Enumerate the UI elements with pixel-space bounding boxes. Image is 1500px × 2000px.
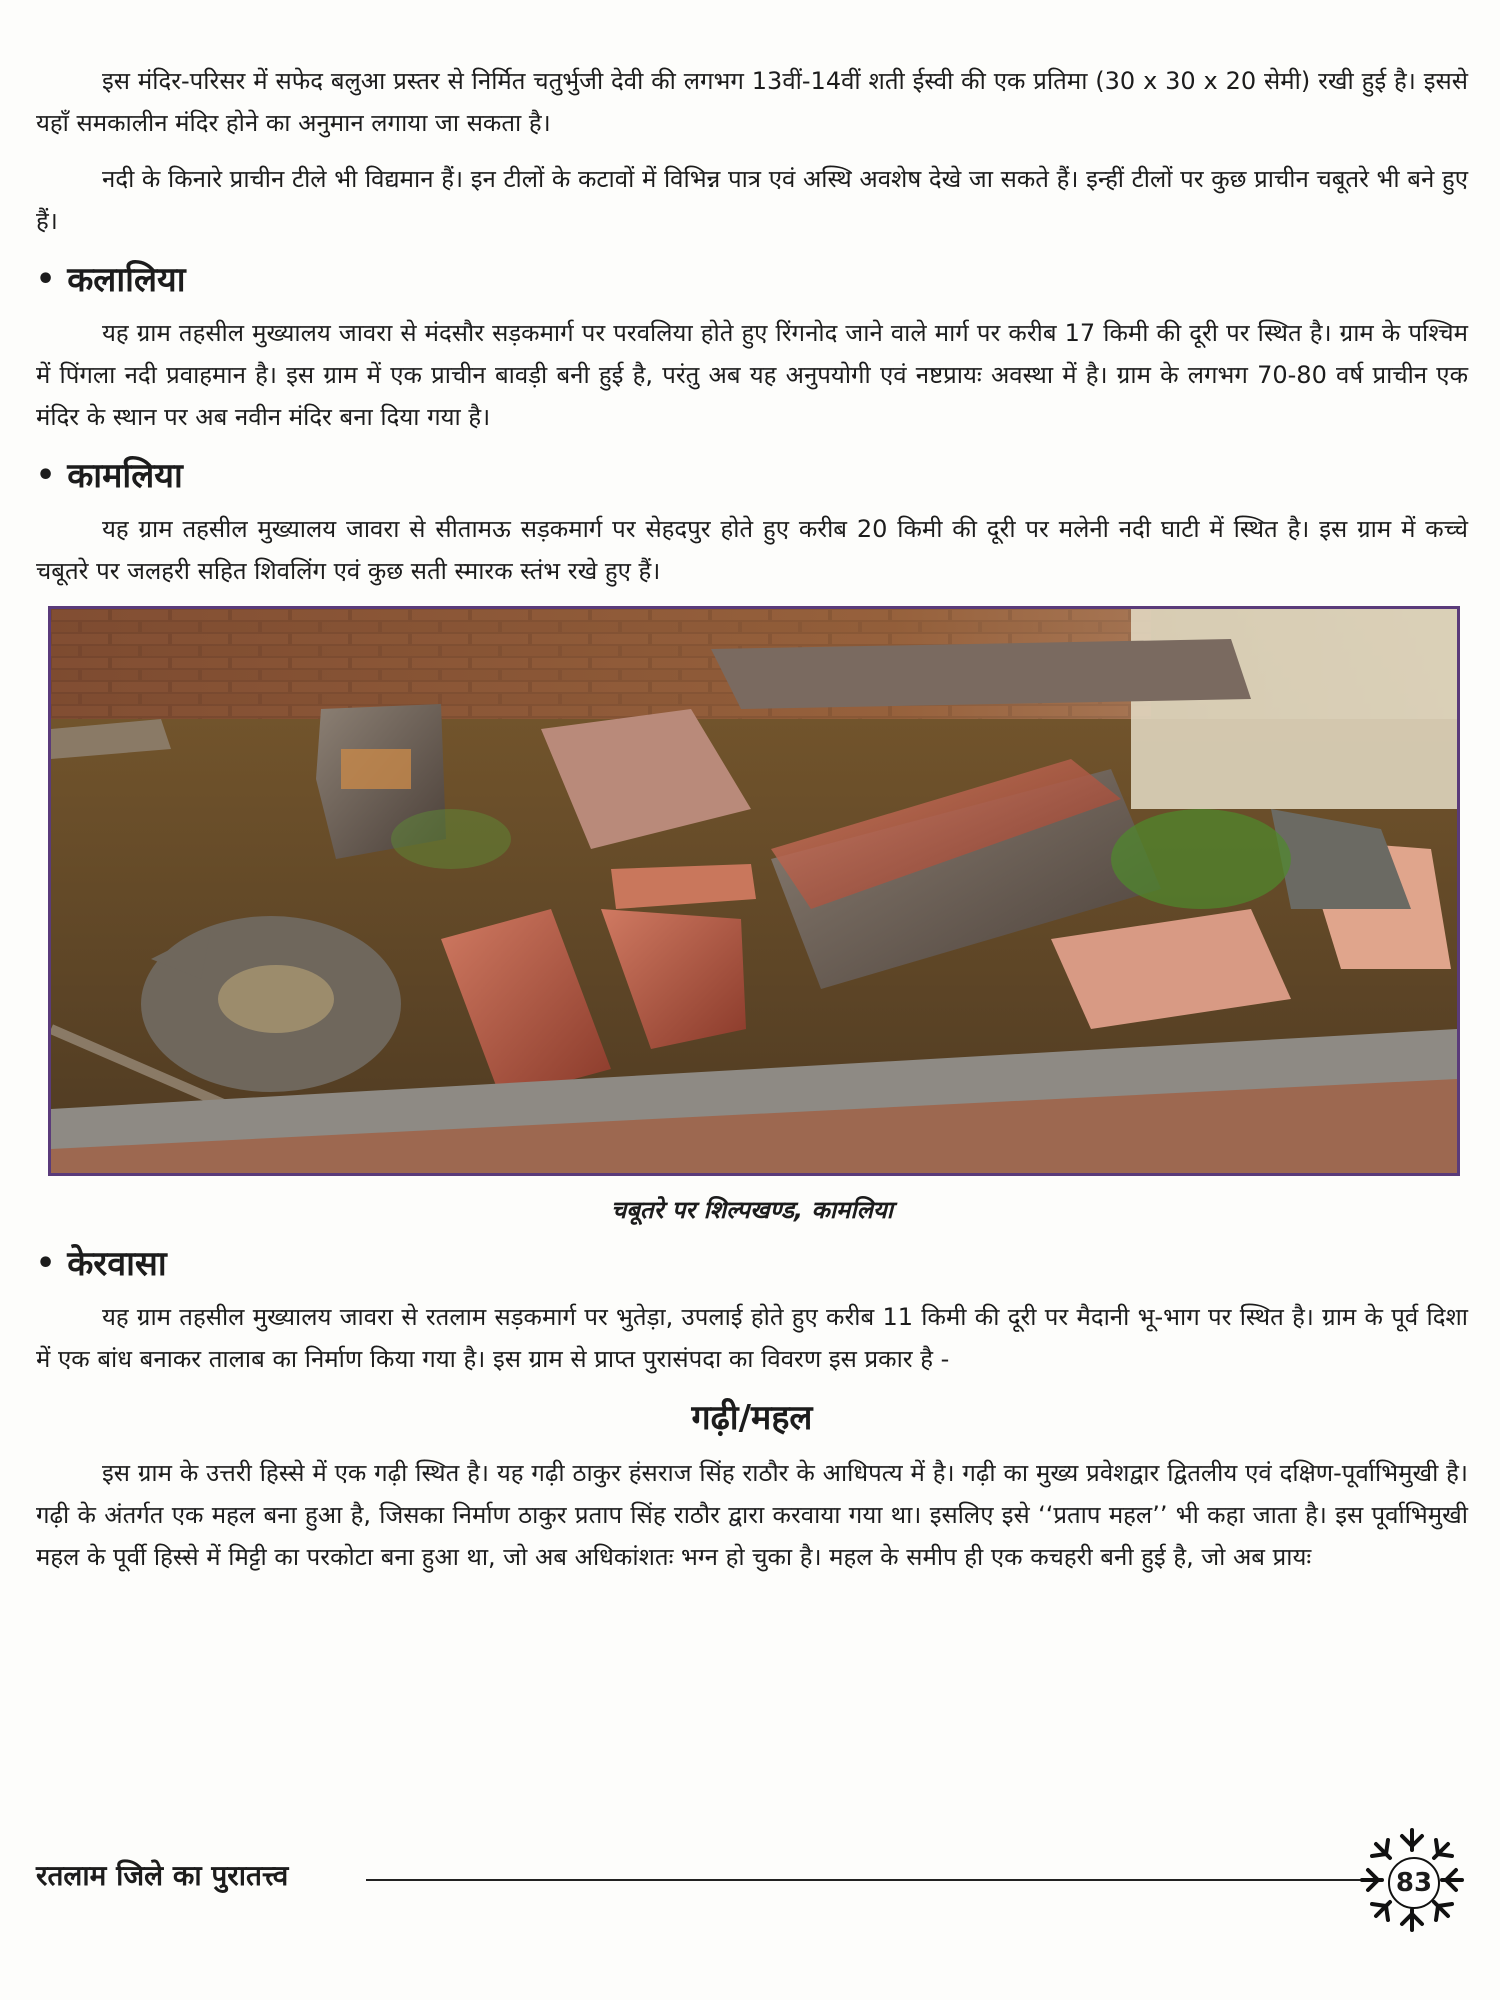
book-title: रतलाम जिले का पुरातत्त्व <box>36 1859 289 1892</box>
subheading-garhi-mahal: गढ़ी/महल <box>691 1398 813 1438</box>
photo-sculpture-fragments-on-platform <box>48 606 1460 1176</box>
kerwasa-paragraph: यह ग्राम तहसील मुख्यालय जावरा से रतलाम सड़कमार्ग पर भुतेड़ा, उपलाई होते हुए करीब 11 किमी की दूरी पर मैदानी भू-भाग पर स्थित है। ग्राम के पूर्व दिशा में एक बांध बनाकर तालाब का निर्माण किया गया है। इस ग्राम से प्राप्त पुरासंपदा का विवरण इस प्रकार है - <box>36 1303 1468 1373</box>
bullet-icon: • <box>36 458 56 493</box>
section-heading-text: कलालिया <box>67 260 186 300</box>
section-heading-kamliya <box>36 452 1468 500</box>
section-heading-text: केरवासा <box>67 1244 167 1284</box>
shivling-jalahari <box>141 916 401 1092</box>
section-heading-kalaliya <box>36 256 1468 304</box>
kalaliya-paragraph: यह ग्राम तहसील मुख्यालय जावरा से मंदसौर सड़कमार्ग पर परवलिया होते हुए रिंगनोद जाने वाले मार्ग पर करीब 17 किमी की दूरी पर स्थित है। ग्राम के पश्चिम में पिंगला नदी प्रवाहमान है। इस ग्राम में एक प्राचीन बावड़ी बनी हुई है, परंतु अब यह अनुपयोगी एवं नष्टप्रायः अवस्था में है। ग्राम के लगभग 70-80 वर्ष प्राचीन एक मंदिर के स्थान पर अब नवीन मंदिर बना दिया गया है। <box>36 319 1468 431</box>
section-heading-text: कामलिया <box>67 456 183 496</box>
bullet-icon: • <box>36 1246 56 1281</box>
intro-paragraph-2: नदी के किनारे प्राचीन टीले भी विद्यमान हैं। इन टीलों के कटावों में विभिन्न पात्र एवं अस्थि अवशेष देखे जा सकते हैं। इन्हीं टीलों पर कुछ प्राचीन चबूतरे भी बने हुए हैं। <box>36 165 1468 235</box>
green-plants <box>1111 809 1291 909</box>
page-footer <box>36 1842 1468 1906</box>
kamliya-paragraph: यह ग्राम तहसील मुख्यालय जावरा से सीतामऊ सड़कमार्ग पर सेहदपुर होते हुए करीब 20 किमी की दूरी पर मलेनी नदी घाटी में स्थित है। इस ग्राम में कच्चे चबूतरे पर जलहरी सहित शिवलिंग एवं कुछ सती स्मारक स्तंभ रखे हुए हैं। <box>36 515 1468 585</box>
long-grey-slab <box>711 639 1251 709</box>
section-heading-kerwasa <box>36 1240 1468 1288</box>
photo-caption: चबूतरे पर शिल्पखण्ड, कामलिया <box>610 1196 894 1224</box>
sunlit-background <box>1131 609 1457 809</box>
bullet-icon: • <box>36 262 56 297</box>
footer-rule <box>366 1879 1366 1881</box>
intro-paragraph-1: इस मंदिर-परिसर में सफेद बलुआ प्रस्तर से निर्मित चतुर्भुजी देवी की लगभग 13वीं-14वीं शती ईस्वी की एक प्रतिमा (30 x 30 x 20 सेमी) रखी हुई है। इससे यहाँ समकालीन मंदिर होने का अनुमान लगाया जा सकता है। <box>36 67 1468 137</box>
green-plants-left <box>391 809 511 869</box>
carved-panel <box>341 749 411 789</box>
photo-illustration <box>51 609 1457 1173</box>
garhi-mahal-paragraph: इस ग्राम के उत्तरी हिस्से में एक गढ़ी स्थित है। यह गढ़ी ठाकुर हंसराज सिंह राठौर के आधिपत्य में है। गढ़ी का मुख्य प्रवेशद्वार द्वितलीय एवं दक्षिण-पूर्वाभिमुखी है। गढ़ी के अंतर्गत एक महल बना हुआ है, जिसका निर्माण ठाकुर प्रताप सिंह राठौर द्वारा करवाया गया था। इसलिए इसे ‘‘प्रताप महल’’ भी कहा जाता है। इस पूर्वाभिमुखी महल के पूर्वी हिस्से में मिट्टी का परकोटा बना हुआ था, जो अब अधिकांशतः भग्न हो चुका है। महल के समीप ही एक कचहरी बनी हुई है, जो अब प्रायः <box>36 1459 1468 1571</box>
page-content <box>36 60 1468 1592</box>
page-number: 83 <box>1388 1857 1440 1909</box>
